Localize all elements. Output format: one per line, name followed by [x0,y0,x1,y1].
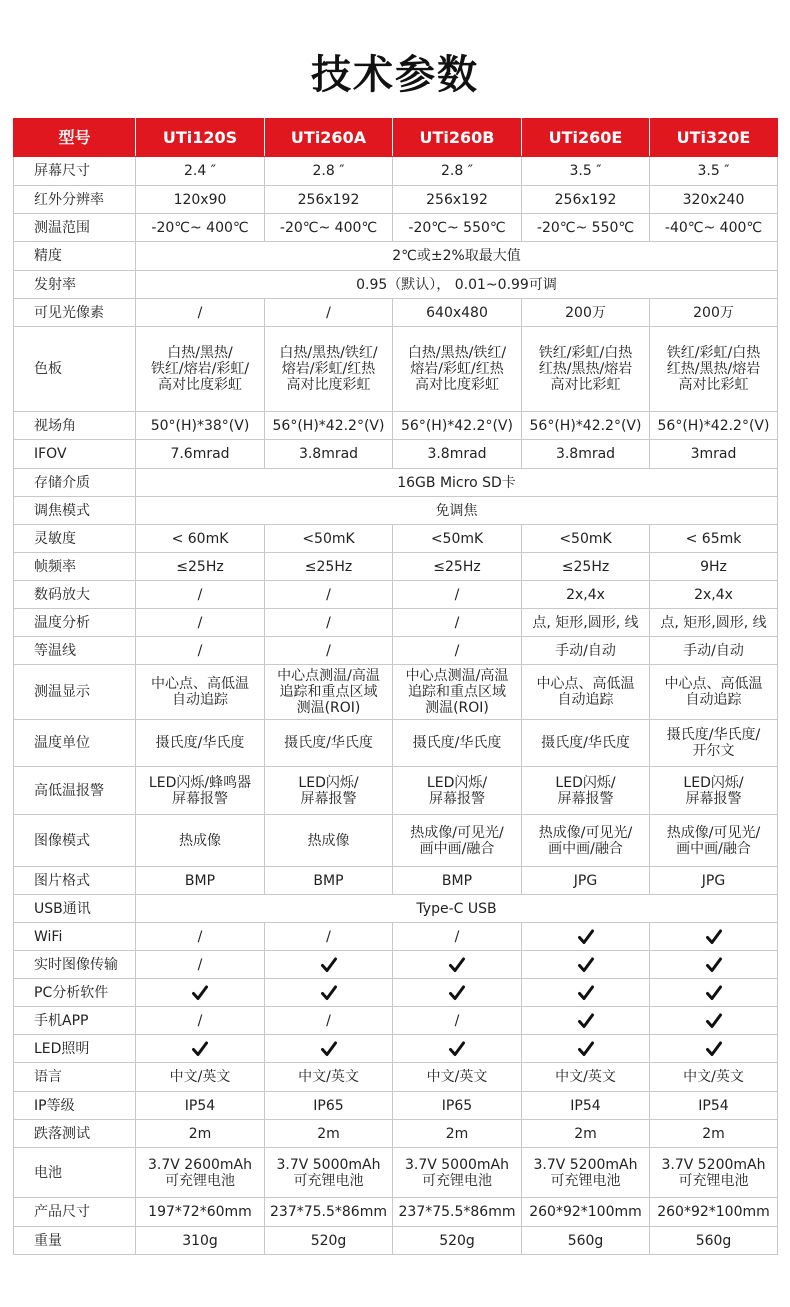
table-row [14,553,778,581]
check-cell [650,1007,778,1035]
table-cell: BMP [136,867,265,895]
table-cell: 2m [265,1120,393,1148]
check-cell [136,979,265,1007]
table-cell: Type-C USB [136,895,778,923]
table-row [14,1063,778,1092]
row-label: IFOV [14,440,136,469]
row-label: 图像模式 [14,815,136,867]
checkmark-icon [578,1013,594,1029]
row-label: 灵敏度 [14,525,136,553]
table-cell: 200万 [650,299,778,327]
check-cell [265,951,393,979]
table-cell: 56°(H)*42.2°(V) [650,412,778,440]
table-cell: / [393,637,522,665]
check-cell [650,1035,778,1063]
table-cell: 热成像 [136,815,265,867]
row-label: 温度分析 [14,609,136,637]
check-cell [522,979,650,1007]
table-cell: <50mK [522,525,650,553]
row-label: 测温范围 [14,214,136,242]
table-cell: 白热/黑热/铁红/ 熔岩/彩虹/红热 高对比度彩虹 [393,327,522,412]
table-cell: 白热/黑热/铁红/ 熔岩/彩虹/红热 高对比度彩虹 [265,327,393,412]
table-cell: / [136,637,265,665]
table-cell: -20℃~ 400℃ [265,214,393,242]
table-cell: < 60mK [136,525,265,553]
row-label: 手机APP [14,1007,136,1035]
table-cell: / [136,951,265,979]
table-cell: 3.7V 2600mAh 可充锂电池 [136,1148,265,1198]
row-label: 高低温报警 [14,767,136,815]
table-cell: LED闪烁/ 屏幕报警 [650,767,778,815]
table-row [14,497,778,525]
table-cell: 3.7V 5200mAh 可充锂电池 [650,1148,778,1198]
table-cell: LED闪烁/蜂鸣器 屏幕报警 [136,767,265,815]
table-cell: 560g [522,1227,650,1255]
table-cell: ≤25Hz [136,553,265,581]
table-row [14,242,778,271]
row-label: 语言 [14,1063,136,1092]
row-label: 数码放大 [14,581,136,609]
checkmark-icon [706,1013,722,1029]
table-cell: / [265,609,393,637]
checkmark-icon [578,1041,594,1057]
table-cell: / [393,923,522,951]
table-row [14,923,778,951]
table-cell: 2x,4x [650,581,778,609]
table-cell: 3.7V 5000mAh 可充锂电池 [265,1148,393,1198]
row-label: 屏幕尺寸 [14,157,136,186]
table-cell: / [393,609,522,637]
table-cell: 50°(H)*38°(V) [136,412,265,440]
row-label: 温度单位 [14,720,136,767]
table-cell: 中文/英文 [522,1063,650,1092]
table-cell: 摄氏度/华氏度 [265,720,393,767]
spec-table [13,118,778,1255]
row-label: 精度 [14,242,136,271]
table-cell: / [136,299,265,327]
table-cell: 120x90 [136,186,265,214]
checkmark-icon [578,929,594,945]
checkmark-icon [321,957,337,973]
table-cell: 免调焦 [136,497,778,525]
check-cell [522,1007,650,1035]
table-cell: 摄氏度/华氏度 [136,720,265,767]
table-cell: / [393,1007,522,1035]
table-cell: 中文/英文 [650,1063,778,1092]
table-header-row [14,119,778,157]
table-cell: 3.7V 5200mAh 可充锂电池 [522,1148,650,1198]
table-row [14,1092,778,1120]
table-row [14,157,778,186]
table-cell: 手动/自动 [522,637,650,665]
checkmark-icon [192,985,208,1001]
table-cell: 2m [650,1120,778,1148]
checkmark-icon [706,985,722,1001]
table-cell: 3.7V 5000mAh 可充锂电池 [393,1148,522,1198]
table-row [14,767,778,815]
check-cell [650,923,778,951]
table-cell: 热成像 [265,815,393,867]
check-cell [265,1035,393,1063]
table-cell: 3.8mrad [265,440,393,469]
checkmark-icon [578,985,594,1001]
table-row [14,440,778,469]
check-cell [650,951,778,979]
row-label: 跌落测试 [14,1120,136,1148]
table-cell: 中心点测温/高温 追踪和重点区域 测温(ROI) [265,665,393,720]
table-cell: JPG [650,867,778,895]
table-cell: 197*72*60mm [136,1198,265,1227]
table-cell: 2x,4x [522,581,650,609]
table-cell: / [136,609,265,637]
table-cell: 中文/英文 [265,1063,393,1092]
checkmark-icon [578,957,594,973]
row-label: 电池 [14,1148,136,1198]
row-label: 等温线 [14,637,136,665]
table-cell: 3mrad [650,440,778,469]
table-cell: 3.5 ″ [650,157,778,186]
table-cell: 热成像/可见光/ 画中画/融合 [522,815,650,867]
table-row [14,299,778,327]
table-cell: BMP [393,867,522,895]
table-cell: 256x192 [393,186,522,214]
table-cell: 7.6mrad [136,440,265,469]
table-row [14,1007,778,1035]
table-row [14,1198,778,1227]
table-cell: 237*75.5*86mm [393,1198,522,1227]
table-cell: ≤25Hz [393,553,522,581]
check-cell [650,979,778,1007]
check-cell [522,923,650,951]
table-row [14,720,778,767]
check-cell [522,1035,650,1063]
table-cell: JPG [522,867,650,895]
table-row [14,1148,778,1198]
table-cell: / [265,1007,393,1035]
table-cell: / [265,299,393,327]
table-row [14,271,778,299]
row-label: 存储介质 [14,469,136,497]
table-cell: -20℃~ 550℃ [393,214,522,242]
table-cell: 3.5 ″ [522,157,650,186]
row-label: LED照明 [14,1035,136,1063]
checkmark-icon [706,957,722,973]
table-cell: 16GB Micro SD卡 [136,469,778,497]
row-label: 实时图像传输 [14,951,136,979]
table-cell: / [136,581,265,609]
table-cell: LED闪烁/ 屏幕报警 [522,767,650,815]
row-label: 视场角 [14,412,136,440]
row-label: 帧频率 [14,553,136,581]
table-cell: 2m [522,1120,650,1148]
table-cell: < 65mk [650,525,778,553]
check-cell [522,951,650,979]
header-label: 型号 [14,119,136,157]
table-cell: 237*75.5*86mm [265,1198,393,1227]
table-row [14,412,778,440]
table-cell: 2m [136,1120,265,1148]
table-cell: 260*92*100mm [522,1198,650,1227]
table-cell: ≤25Hz [265,553,393,581]
table-cell: <50mK [265,525,393,553]
table-cell: 2.4 ″ [136,157,265,186]
row-label: 红外分辨率 [14,186,136,214]
table-cell: 310g [136,1227,265,1255]
row-label: 产品尺寸 [14,1198,136,1227]
table-cell: 中心点测温/高温 追踪和重点区域 测温(ROI) [393,665,522,720]
table-cell: 2.8 ″ [265,157,393,186]
row-label: IP等级 [14,1092,136,1120]
table-cell: 2.8 ″ [393,157,522,186]
table-row [14,1227,778,1255]
table-cell: 摄氏度/华氏度/ 开尔文 [650,720,778,767]
table-cell: 520g [393,1227,522,1255]
table-cell: 点, 矩形,圆形, 线 [650,609,778,637]
table-cell: 中文/英文 [393,1063,522,1092]
table-cell: 200万 [522,299,650,327]
row-label: 重量 [14,1227,136,1255]
table-cell: 256x192 [522,186,650,214]
table-cell: 白热/黑热/ 铁红/熔岩/彩虹/ 高对比度彩虹 [136,327,265,412]
table-row [14,609,778,637]
table-cell: IP54 [136,1092,265,1120]
table-row [14,214,778,242]
table-cell: LED闪烁/ 屏幕报警 [265,767,393,815]
table-cell: 点, 矩形,圆形, 线 [522,609,650,637]
table-row [14,1035,778,1063]
table-cell: 3.8mrad [522,440,650,469]
header-model: UTi260B [393,119,522,157]
table-cell: <50mK [393,525,522,553]
checkmark-icon [321,985,337,1001]
row-label: 调焦模式 [14,497,136,525]
table-cell: / [393,581,522,609]
check-cell [136,1035,265,1063]
table-cell: 56°(H)*42.2°(V) [522,412,650,440]
table-cell: LED闪烁/ 屏幕报警 [393,767,522,815]
header-model: UTi260A [265,119,393,157]
row-label: 发射率 [14,271,136,299]
table-cell: / [265,923,393,951]
page-title: 技术参数 [311,52,479,98]
row-label: PC分析软件 [14,979,136,1007]
table-cell: 手动/自动 [650,637,778,665]
table-cell: 0.95（默认）， 0.01~0.99可调 [136,271,778,299]
check-cell [393,951,522,979]
table-row [14,951,778,979]
table-cell: 2℃或±2%取最大值 [136,242,778,271]
table-row [14,186,778,214]
checkmark-icon [449,985,465,1001]
table-cell: 560g [650,1227,778,1255]
table-cell: 520g [265,1227,393,1255]
table-cell: IP54 [522,1092,650,1120]
table-row [14,637,778,665]
table-cell: 256x192 [265,186,393,214]
header-model: UTi260E [522,119,650,157]
table-cell: BMP [265,867,393,895]
table-cell: 热成像/可见光/ 画中画/融合 [650,815,778,867]
row-label: 图片格式 [14,867,136,895]
row-label: 可见光像素 [14,299,136,327]
table-cell: 56°(H)*42.2°(V) [265,412,393,440]
checkmark-icon [449,957,465,973]
table-cell: 260*92*100mm [650,1198,778,1227]
row-label: 色板 [14,327,136,412]
table-row [14,327,778,412]
table-cell: 中心点、高低温 自动追踪 [650,665,778,720]
table-cell: 2m [393,1120,522,1148]
table-row [14,979,778,1007]
table-row [14,1120,778,1148]
table-cell: -20℃~ 400℃ [136,214,265,242]
table-cell: 摄氏度/华氏度 [393,720,522,767]
table-row [14,867,778,895]
table-row [14,469,778,497]
table-row [14,525,778,553]
row-label: USB通讯 [14,895,136,923]
checkmark-icon [321,1041,337,1057]
row-label: 测温显示 [14,665,136,720]
checkmark-icon [706,1041,722,1057]
table-cell: 3.8mrad [393,440,522,469]
table-row [14,895,778,923]
table-cell: -20℃~ 550℃ [522,214,650,242]
checkmark-icon [192,1041,208,1057]
table-cell: 320x240 [650,186,778,214]
table-cell: -40℃~ 400℃ [650,214,778,242]
checkmark-icon [449,1041,465,1057]
header-model: UTi320E [650,119,778,157]
table-cell: IP65 [265,1092,393,1120]
table-cell: 铁红/彩虹/白热 红热/黑热/熔岩 高对比彩虹 [522,327,650,412]
table-cell: 摄氏度/华氏度 [522,720,650,767]
spec-table-body [14,157,778,1255]
header-model: UTi120S [136,119,265,157]
table-cell: 56°(H)*42.2°(V) [393,412,522,440]
table-row [14,815,778,867]
table-cell: ≤25Hz [522,553,650,581]
row-label: WiFi [14,923,136,951]
table-row [14,665,778,720]
table-cell: IP65 [393,1092,522,1120]
check-cell [393,1035,522,1063]
table-cell: / [136,923,265,951]
table-cell: 中文/英文 [136,1063,265,1092]
table-cell: 热成像/可见光/ 画中画/融合 [393,815,522,867]
check-cell [265,979,393,1007]
table-row [14,581,778,609]
table-cell: 中心点、高低温 自动追踪 [136,665,265,720]
check-cell [393,979,522,1007]
table-cell: IP54 [650,1092,778,1120]
table-cell: / [265,637,393,665]
table-cell: / [136,1007,265,1035]
checkmark-icon [706,929,722,945]
table-cell: 中心点、高低温 自动追踪 [522,665,650,720]
table-cell: 铁红/彩虹/白热 红热/黑热/熔岩 高对比彩虹 [650,327,778,412]
table-cell: / [265,581,393,609]
table-cell: 9Hz [650,553,778,581]
table-cell: 640x480 [393,299,522,327]
